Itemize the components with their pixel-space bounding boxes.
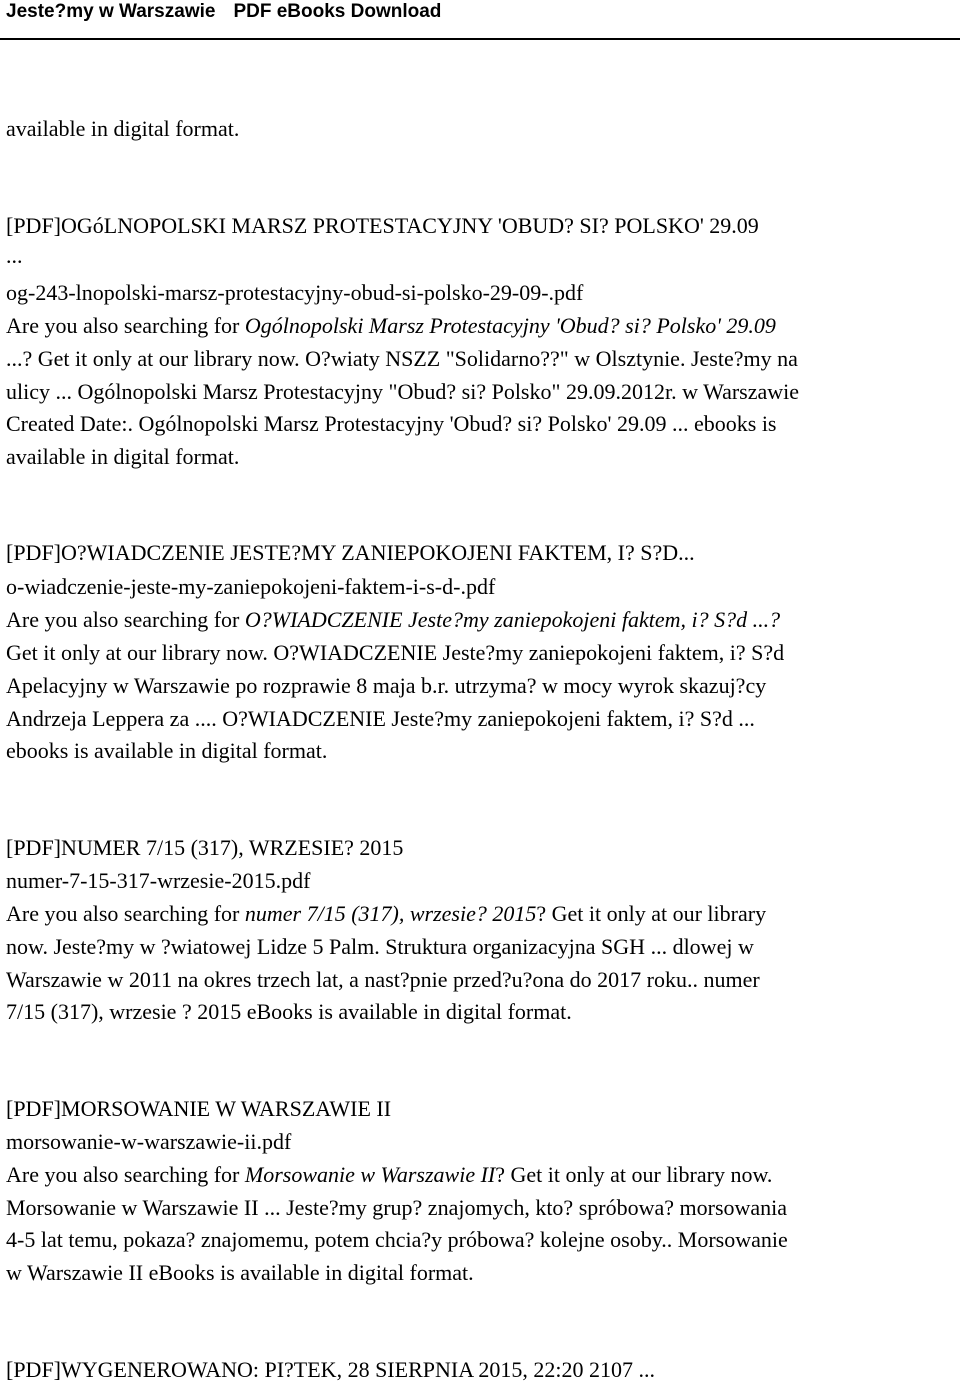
entry-search-line: Are you also searching for Morsowanie w Warszawie II? Get it only at our library now. — [6, 1162, 773, 1187]
entry-description-line: Created Date:. Ogólnopolski Marsz Protestacyjny 'Obud? si? Polsko' 29.09 ... ebooks is — [6, 411, 777, 436]
entry-description-line: Morsowanie w Warszawie II ... Jeste?my grup? znajomych, kto? spróbowa? morsowania — [6, 1195, 788, 1220]
entry-title-link[interactable]: [PDF]WYGENEROWANO: PI?TEK, 28 SIERPNIA 2015, 22:20 2107 ... — [6, 1357, 655, 1382]
entry-description-line: 7/15 (317), wrzesie ? 2015 eBooks is available in digital format. — [6, 999, 572, 1024]
entry-search-term: Ogólnopolski Marsz Protestacyjny 'Obud? si? Polsko' 29.09 — [244, 313, 776, 338]
entry-description-line: ebooks is available in digital format. — [6, 738, 328, 763]
entry-description-line: ...? Get it only at our library now. O?wiaty NSZZ "Solidarno??" w Olsztynie. Jeste?my na — [6, 346, 798, 371]
site-title: Jeste?my w Warszawie — [6, 1, 216, 22]
entry-search-term: O?WIADCZENIE Jeste?my zaniepokojeni faktem, i? S?d ...? — [244, 607, 781, 632]
entry-description-line: Andrzeja Leppera za .... O?WIADCZENIE Jeste?my zaniepokojeni faktem, i? S?d ... — [6, 706, 755, 731]
entry-description-line: 4-5 lat temu, pokaza? znajomemu, potem chcia?y próbowa? kolejne osoby.. Morsowanie — [6, 1227, 788, 1252]
entry-title-link[interactable]: [PDF]OGóLNOPOLSKI MARSZ PROTESTACYJNY 'OBUD? SI? POLSKO' 29.09 — [6, 213, 759, 238]
entry-title-link[interactable]: [PDF]NUMER 7/15 (317), WRZESIE? 2015 — [6, 835, 404, 860]
entry-description-line: available in digital format. — [6, 444, 240, 469]
entry-search-line: Are you also searching for numer 7/15 (317), wrzesie? 2015? Get it only at our library — [6, 901, 767, 926]
entry-filename: og-243-lnopolski-marsz-protestacyjny-obud-si-polsko-29-09-.pdf — [6, 280, 584, 305]
site-subtitle: PDF eBooks Download — [233, 1, 442, 22]
entry-footer: available in digital format. — [6, 116, 240, 141]
header-title — [6, 0, 441, 24]
entry-description-line: Get it only at our library now. O?WIADCZENIE Jeste?my zaniepokojeni faktem, i? S?d — [6, 640, 785, 665]
entry-description-line: Warszawie w 2011 na okres trzech lat, a nast?pnie przed?u?ona do 2017 roku.. numer — [6, 967, 760, 992]
entry-description-line: w Warszawie II eBooks is available in digital format. — [6, 1260, 474, 1285]
entry-description-line: ulicy ... Ogólnopolski Marsz Protestacyjny "Obud? si? Polsko" 29.09.2012r. w Warszawie — [6, 379, 800, 404]
entry-filename: o-wiadczenie-jeste-my-zaniepokojeni-faktem-i-s-d-.pdf — [6, 574, 496, 599]
entry-search-term: Morsowanie w Warszawie II — [244, 1162, 496, 1187]
entry-title-link[interactable]: [PDF]MORSOWANIE W WARSZAWIE II — [6, 1096, 392, 1121]
entry-description-line: now. Jeste?my w ?wiatowej Lidze 5 Palm. Struktura organizacyjna SGH ... dlowej w — [6, 934, 754, 959]
entry-search-term: numer 7/15 (317), wrzesie? 2015 — [244, 901, 537, 926]
entry-title-link[interactable]: [PDF]O?WIADCZENIE JESTE?MY ZANIEPOKOJENI FAKTEM, I? S?D... — [6, 540, 695, 565]
entry-filename: morsowanie-w-warszawie-ii.pdf — [6, 1129, 292, 1154]
entry-description-line: Apelacyjny w Warszawie po rozprawie 8 maja b.r. utrzyma? w mocy wyrok skazuj?cy — [6, 673, 767, 698]
header-divider — [0, 38, 960, 40]
entry-search-line: Are you also searching for Ogólnopolski Marsz Protestacyjny 'Obud? si? Polsko' 29.09 — [6, 313, 776, 338]
entry-title-continuation[interactable]: ... — [6, 243, 23, 268]
page-header — [0, 0, 960, 26]
entry-search-line: Are you also searching for O?WIADCZENIE Jeste?my zaniepokojeni faktem, i? S?d ...? — [6, 607, 781, 632]
entry-filename: numer-7-15-317-wrzesie-2015.pdf — [6, 868, 311, 893]
